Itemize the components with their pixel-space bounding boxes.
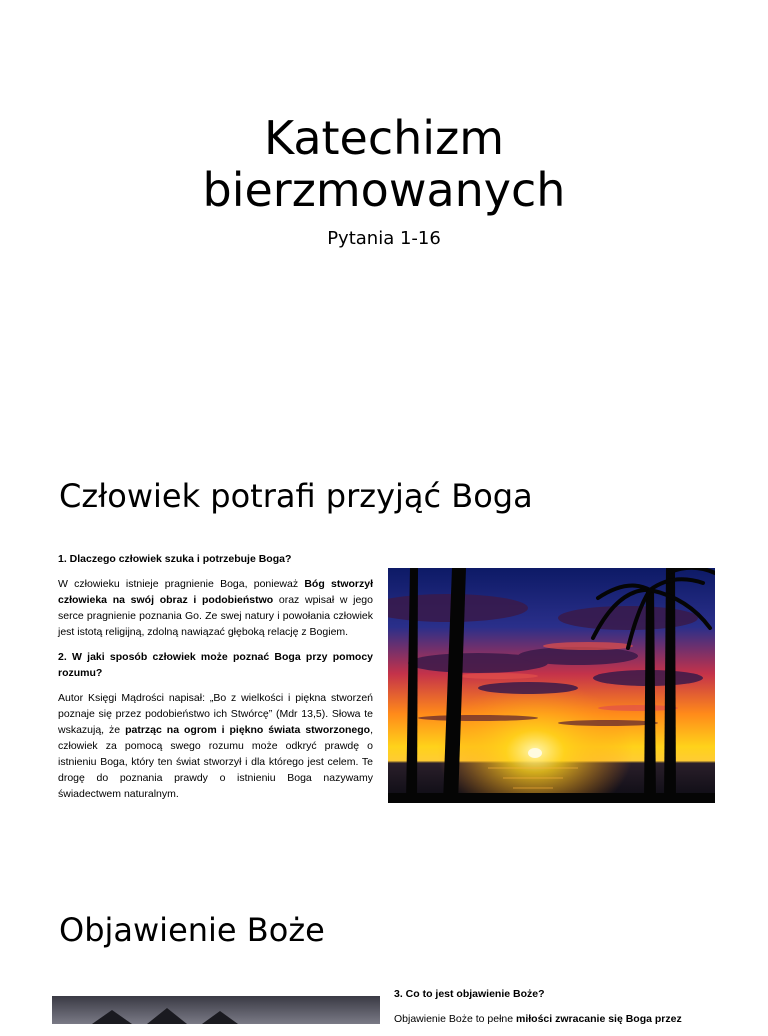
answer-1-text: W człowieku istnieje pragnienie Boga, ponieważ (58, 578, 305, 590)
sky-photo (52, 996, 380, 1024)
answer-2-text: Autor Księgi Mądrości napisał: „Bo z wielkości i piękna stworzeń poznaje się przez podobieństwo ich Stwórcę” (Mdr 13,5). Słowa te wskazują, że (58, 692, 373, 736)
question-2: 2. W jaki sposób człowiek może poznać Boga przy pomocy rozumu? (58, 651, 373, 679)
section-body-objawienie (394, 986, 714, 1036)
question-1: 1. Dlaczego człowiek szuka i potrzebuje Boga? (58, 553, 292, 565)
document-title (0, 112, 768, 216)
answer-2-text-end: , człowiek za pomocą swego rozumu może odkryć prawdę o istnieniu Boga, który ten świat stworzył i dla którego jest celem. Te drogę do poznania prawdy o istnieniu Boga nazywamy świadectwem naturalnym. (58, 724, 373, 800)
answer-3-text: Objawienie Boże to pełne (394, 1013, 516, 1025)
section-heading-czlowiek: Człowiek potrafi przyjąć Boga (59, 477, 533, 515)
section-heading-objawienie: Objawienie Boże (59, 911, 325, 949)
answer-2-emphasis: patrząc na ogrom i piękno świata stworzonego (125, 724, 371, 736)
title-line-1: Katechizm (263, 111, 505, 165)
title-line-2: bierzmowanych (202, 163, 566, 217)
section-body-czlowiek (58, 551, 373, 811)
answer-3-emphasis: miłości zwracanie się Boga przez (516, 1013, 682, 1025)
answer-3 (394, 1011, 714, 1027)
question-3: 3. Co to jest objawienie Boże? (394, 988, 545, 1000)
answer-2 (58, 690, 373, 802)
sunset-palm-photo (388, 568, 715, 803)
document-subtitle: Pytania 1-16 (327, 228, 441, 249)
answer-1-text-end: oraz wpisał w jego serce pragnienie poznania Go. Ze swej natury i powołania człowiek jest istotą religijną, zdolną nawiązać głęboką relację z Bogiem. (58, 594, 373, 638)
answer-1-emphasis: Bóg stworzył człowieka na swój obraz i podobieństwo (58, 578, 373, 606)
answer-1 (58, 576, 373, 640)
